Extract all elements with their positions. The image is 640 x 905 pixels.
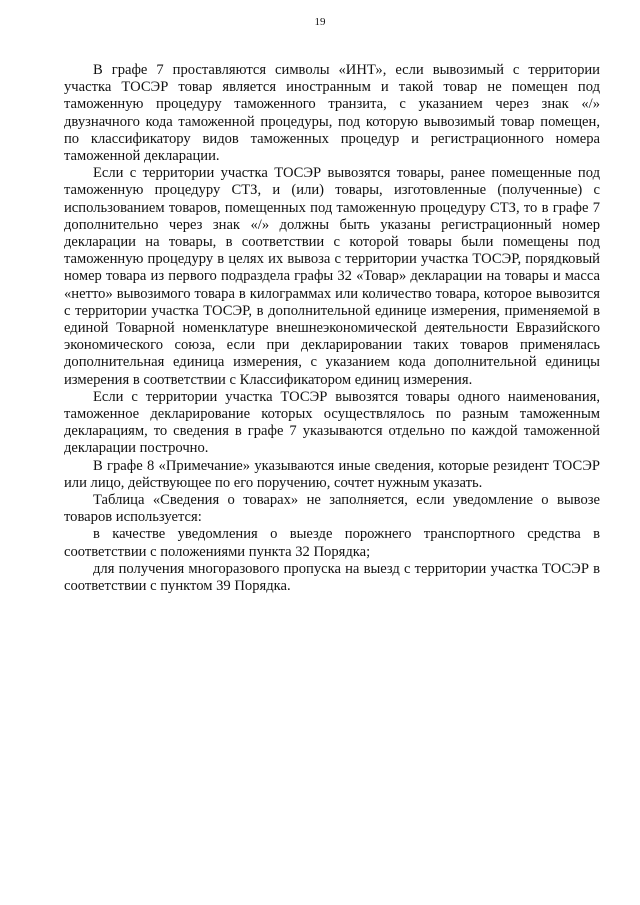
paragraph-case-empty-vehicle: в качестве уведомления о выезде порожнего транспортного средства в соответствии с положениями пункта 32 Порядка; bbox=[64, 526, 600, 560]
paragraph-graph-7-int: В графе 7 проставляются символы «ИНТ», если вывозимый с территории участка ТОСЭР товар является иностранным и такой товар не помещен под таможенную процедуру таможенного транзита, с указанием через знак «/» двузначного кода таможенной процедуры, под которую вывозимый товар помещен, по классификатору видов таможенных процедур и регистрационного номера таможенной декларации. bbox=[64, 62, 600, 165]
paragraph-graph-8-note: В графе 8 «Примечание» указываются иные сведения, которые резидент ТОСЭР или лицо, действующее по его поручению, сочтет нужным указать. bbox=[64, 457, 600, 491]
paragraph-graph-7-stz: Если с территории участка ТОСЭР вывозятся товары, ранее помещенные под таможенную процедуру СТЗ, и (или) товары, изготовленные (полученные) с использованием товаров, помещенных под таможенную процедуру СТЗ, то в графе 7 дополнительно через знак «/» должны быть указаны регистрационный номер декларации на товары, в соответствии с которой товары были помещены под таможенную процедуру в целях их вывоза с территории участка ТОСЭР, порядковый номер товара из первого подраздела графы 32 «Товар» декларации на товары и масса «нетто» вывозимого товара в килограммах или количество товара, которое вывозится с территории участка ТОСЭР, в дополнительной единице измерения, применяемой в единой Товарной номенклатуре внешнеэкономической деятельности Евразийского экономического союза, если при декларировании таких товаров применялась дополнительная единица измерения, с указанием кода дополнительной единицы измерения в соответствии с Классификатором единиц измерения. bbox=[64, 165, 600, 388]
paragraph-case-reusable-pass: для получения многоразового пропуска на выезд с территории участка ТОСЭР в соответствии с пунктом 39 Порядка. bbox=[64, 560, 600, 595]
paragraph-table-not-filled: Таблица «Сведения о товарах» не заполняется, если уведомление о вывозе товаров используется: bbox=[64, 492, 600, 526]
page-number: 19 bbox=[314, 16, 326, 28]
document-body bbox=[64, 62, 600, 595]
paragraph-graph-7-multiple-declarations: Если с территории участка ТОСЭР вывозятся товары одного наименования, таможенное декларирование которых осуществлялось по разным таможенным декларациям, то сведения в графе 7 указываются отдельно по каждой таможенной декларации построчно. bbox=[64, 388, 600, 457]
